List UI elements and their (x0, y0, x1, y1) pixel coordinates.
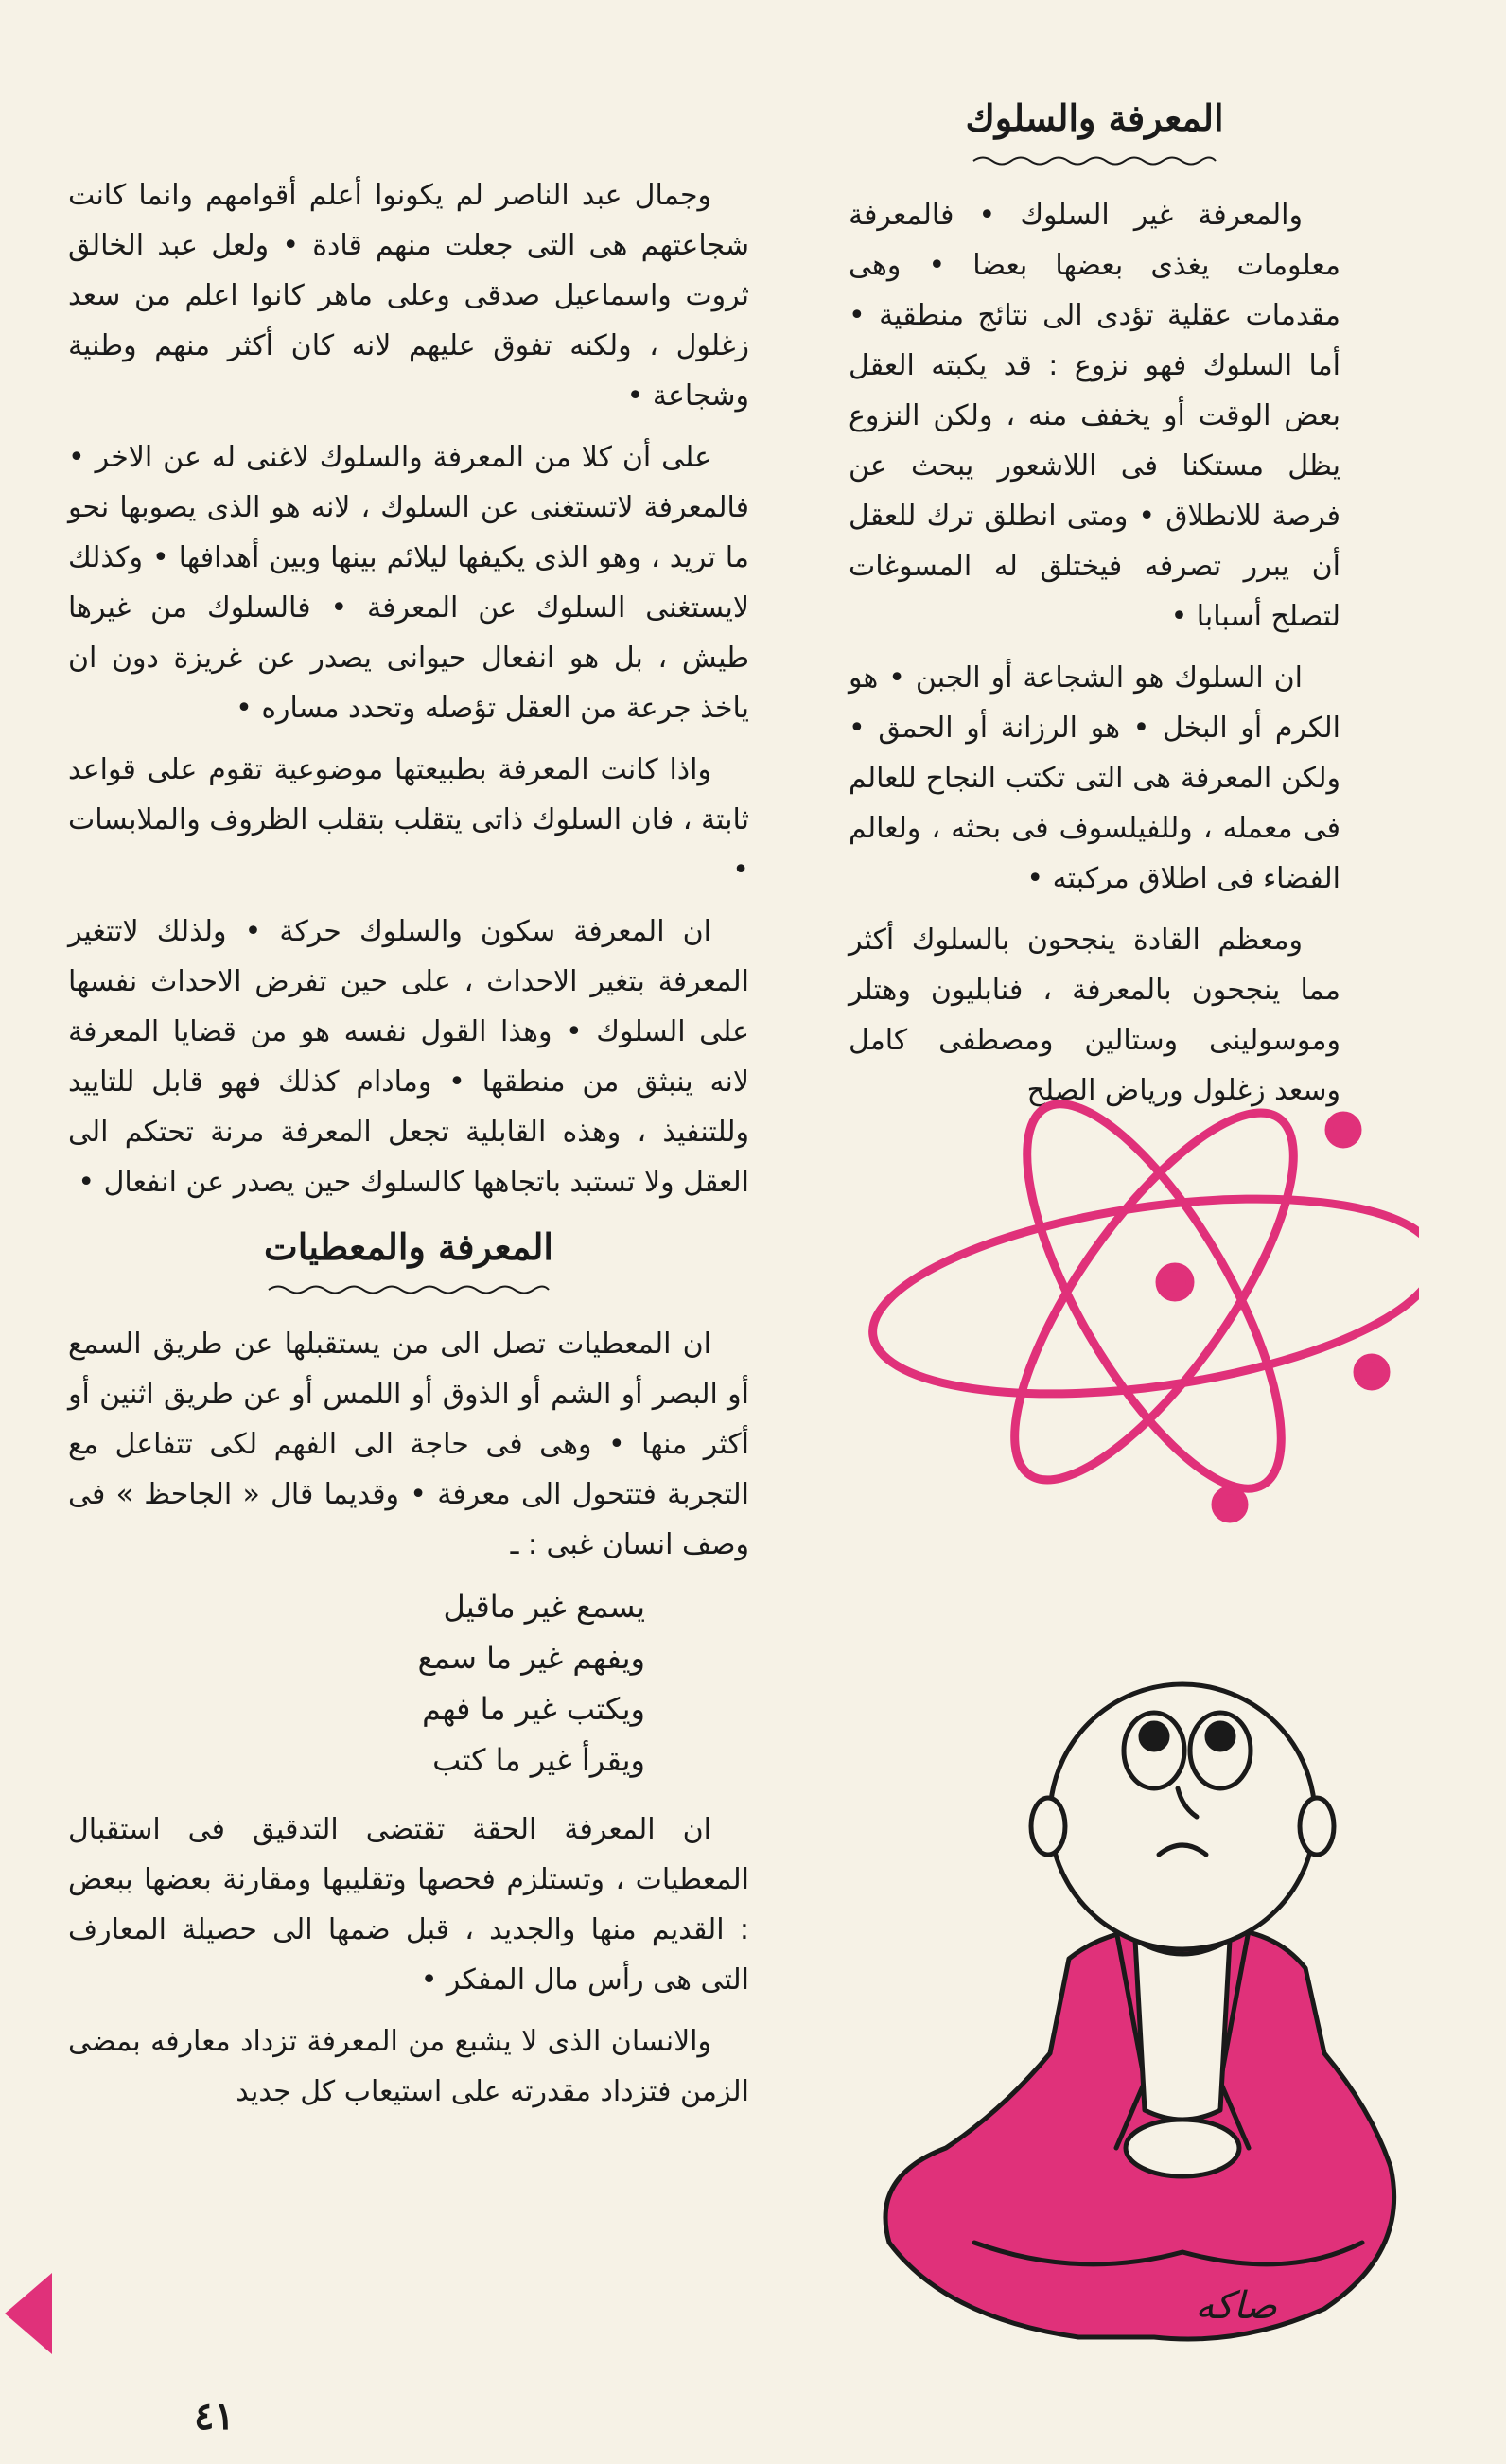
paragraph: والانسان الذى لا يشبع من المعرفة تزداد معارفه بمضى الزمن فتزداد مقدرته على استيعاب كل جديد (68, 2025, 749, 2108)
section-heading-knowledge-behavior: المعرفة والسلوك (965, 97, 1224, 139)
paragraph: ومعظم القادة ينجحون بالسلوك أكثر مما ينجحون بالمعرفة ، فنابليون وهتلر وموسولينى وستالين ومصطفى كامل وسعد زغلول ورياض الصلح (849, 924, 1340, 1107)
poem-line: ويكتب غير ما فهم (422, 1691, 645, 1727)
seated-figure (885, 1684, 1394, 2339)
poem-line: يسمع غير ماقيل (443, 1589, 645, 1625)
poem-line: ويفهم غير ما سمع (417, 1640, 645, 1676)
heading-underline (267, 1281, 551, 1298)
page-number: ٤١ (194, 2394, 235, 2438)
paragraph: على أن كلا من المعرفة والسلوك لاغنى له عن الاخر • فالمعرفة لاتستغنى عن السلوك ، لانه هو الذى يصوبها نحو ما تريد ، وهو الذى يكيفها ليلائم بينها وبين أهدافها • وكذلك لايستغنى السلوك عن المعرفة • فالسلوك من غيرها طيش ، بل هو انفعال حيوانى يصدر عن غريزة دون ان ياخذ جرعة من العقل تؤصله وتحدد مساره • (68, 441, 749, 725)
paragraph: ان المعرفة سكون والسلوك حركة • ولذلك لاتتغير المعرفة بتغير الاحداث ، على حين تفرض الاحداث نفسها على السلوك • وهذا القول نفسه هو من قضايا المعرفة لانه ينبثق من منطقها • ومادام كذلك فهو قابل للتاييد وللتنفيذ ، وهذه القابلية تجعل المعرفة مرنة تحتكم الى العقل ولا تستبد باتجاهها كالسلوك حين يصدر عن انفعال • (68, 915, 749, 1199)
poem (68, 1581, 749, 1786)
paragraph: واذا كانت المعرفة بطبيعتها موضوعية تقوم على قواعد ثابتة ، فان السلوك ذاتى يتقلب بتقلب الظروف والملابسات • (68, 753, 749, 887)
atom-icon (861, 1088, 1419, 1522)
paragraph: والمعرفة غير السلوك • فالمعرفة معلومات يغذى بعضها بعضا • وهى مقدمات عقلية تؤدى الى نتائج منطقية • أما السلوك فهو نزوع : قد يكبته العقل بعض الوقت أو يخفف منه ، ولكن النزوع يظل مستكنا فى اللاشعور يبحث عن فرصة للانطلاق • ومتى انطلق ترك للعقل أن يبرر تصرفه فيختلق له المسوغات لتصلح أسبابا • (849, 199, 1340, 633)
paragraph: ان المعطيات تصل الى من يستقبلها عن طريق السمع أو البصر أو الشم أو الذوق أو اللمس أو عن طريق اثنين أو أكثر منها • وهى فى حاجة الى الفهم لكى تتفاعل مع التجربة فتتحول الى معرفة • وقديما قال « الجاحظ » فى وصف انسان غبى : ـ (68, 1328, 749, 1561)
section-heading-knowledge-data: المعرفة والمعطيات (264, 1225, 553, 1268)
poem-line: ويقرأ غير ما كتب (432, 1742, 645, 1778)
artist-signature: صاكه (1195, 2284, 1277, 2328)
left-column (68, 170, 749, 2128)
paragraph: وجمال عبد الناصر لم يكونوا أعلم أقوامهم وانما كانت شجاعتهم هى التى جعلت منهم قادة • ولعل عبد الخالق ثروت واسماعيل صدقى وعلى ماهر كانوا اعلم من سعد زغلول ، ولكنه تفوق عليهم لانه كان أكثر منهم وطنية وشجاعة • (68, 179, 749, 413)
paragraph: ان السلوك هو الشجاعة أو الجبن • هو الكرم أو البخل • هو الرزانة أو الحمق • ولكن المعرفة هى التى تكتب النجاح للعالم فى معمله ، وللفيلسوف فى بحثه ، ولعالم الفضاء فى اطلاق مركبته • (849, 661, 1340, 895)
heading-underline (972, 152, 1217, 169)
page-turn-triangle-icon (0, 2271, 57, 2356)
atom-and-figure-illustration (832, 1088, 1419, 2356)
paragraph: ان المعرفة الحقة تقتضى التدقيق فى استقبال المعطيات ، وتستلزم فحصها وتقليبها ومقارنة بعضها ببعض : القديم منها والجديد ، قبل ضمها الى حصيلة المعارف التى هى رأس مال المفكر • (68, 1813, 749, 1997)
right-column (849, 90, 1340, 1127)
